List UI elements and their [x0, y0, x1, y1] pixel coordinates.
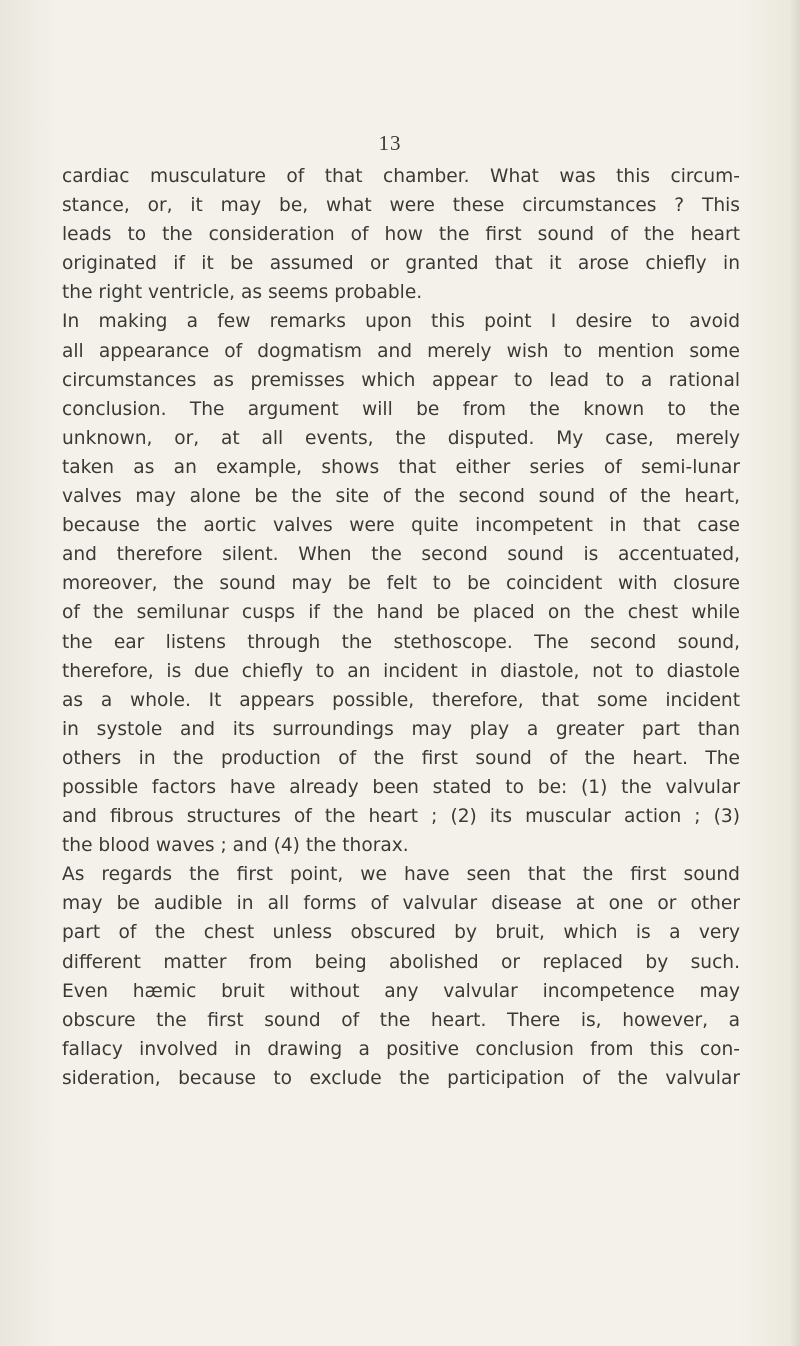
text-line: all appearance of dogmatism and merely wish to mention some	[62, 340, 740, 362]
text-line: and therefore silent. When the second sound is accentuated,	[62, 544, 740, 566]
text-line: because the aortic valves were quite incompetent in that case	[62, 515, 740, 537]
text-line: As regards the first point, we have seen that the first sound	[62, 864, 740, 886]
text-line: may be audible in all forms of valvular disease at one or other	[62, 893, 740, 915]
text-line: sideration, because to exclude the participation of the valvular	[62, 1067, 740, 1089]
text-line: In making a few remarks upon this point I desire to avoid	[62, 311, 740, 333]
text-line: unknown, or, at all events, the disputed. My case, merely	[62, 427, 740, 449]
text-line: the ear listens through the stethoscope. The second sound,	[62, 631, 740, 653]
text-line: circumstances as premisses which appear to lead to a rational	[62, 369, 740, 391]
text-line: Even hæmic bruit without any valvular incompetence may	[62, 980, 740, 1002]
text-line: fallacy involved in drawing a positive conclusion from this con-	[62, 1038, 740, 1060]
text-line: part of the chest unless obscured by bruit, which is a very	[62, 922, 740, 944]
text-line: and fibrous structures of the heart ; (2) its muscular action ; (3)	[62, 806, 740, 828]
text-line: valves may alone be the site of the second sound of the heart,	[62, 486, 740, 508]
text-line: obscure the first sound of the heart. There is, however, a	[62, 1009, 740, 1031]
text-line: therefore, is due chiefly to an incident in diastole, not to diastole	[62, 660, 740, 682]
text-line: of the semilunar cusps if the hand be placed on the chest while	[62, 602, 740, 624]
text-line: leads to the consideration of how the first sound of the heart	[62, 224, 740, 246]
text-line: the right ventricle, as seems probable.	[62, 282, 423, 304]
text-line: cardiac musculature of that chamber. What was this circum-	[62, 166, 740, 187]
text-line: the blood waves ; and (4) the thorax.	[62, 835, 409, 857]
text-line: different matter from being abolished or replaced by such.	[62, 951, 740, 973]
text-line: others in the production of the first sound of the heart. The	[62, 747, 740, 769]
text-line: conclusion. The argument will be from the known to the	[62, 398, 740, 420]
body-text	[62, 162, 740, 1093]
text-line: stance, or, it may be, what were these circumstances ? This	[62, 195, 740, 217]
text-line: taken as an example, shows that either series of semi-lunar	[62, 456, 740, 478]
page-number: 13	[378, 131, 402, 155]
text-line: originated if it be assumed or granted that it arose chiefly in	[62, 253, 740, 275]
text-line: in systole and its surroundings may play a greater part than	[62, 718, 740, 740]
text-line: possible factors have already been stated to be: (1) the valvular	[62, 776, 740, 798]
text-line: as a whole. It appears possible, therefore, that some incident	[62, 689, 740, 711]
text-line: moreover, the sound may be felt to be coincident with closure	[62, 573, 740, 595]
